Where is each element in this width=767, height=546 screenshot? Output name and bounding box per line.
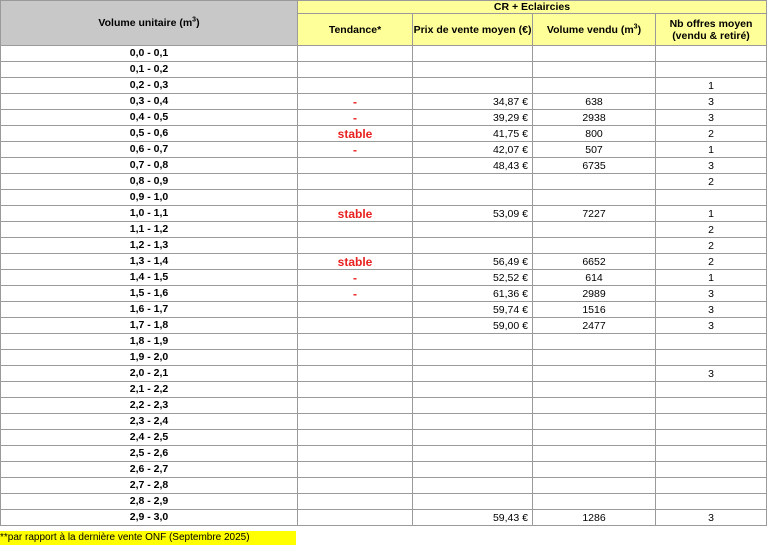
offers-cell (656, 398, 767, 414)
range-cell: 1,3 - 1,4 (1, 254, 298, 270)
offers-cell: 2 (656, 174, 767, 190)
trend-cell: - (298, 110, 413, 126)
trend-cell (298, 382, 413, 398)
table-row (1, 46, 767, 62)
price-cell (413, 222, 533, 238)
offers-cell: 3 (656, 158, 767, 174)
volume-cell (533, 190, 656, 206)
volume-vendu-label: Volume vendu (m (546, 23, 634, 36)
range-cell: 2,7 - 2,8 (1, 478, 298, 494)
volume-cell: 1286 (533, 510, 656, 526)
offers-cell (656, 350, 767, 366)
offers-cell: 3 (656, 110, 767, 126)
offers-cell: 3 (656, 286, 767, 302)
offers-cell: 2 (656, 222, 767, 238)
range-cell: 0,2 - 0,3 (1, 78, 298, 94)
volume-cell (533, 238, 656, 254)
trend-cell (298, 350, 413, 366)
offers-cell: 2 (656, 126, 767, 142)
range-cell: 0,6 - 0,7 (1, 142, 298, 158)
trend-cell (298, 414, 413, 430)
offers-cell: 1 (656, 78, 767, 94)
table-row (1, 302, 767, 318)
offers-cell: 3 (656, 318, 767, 334)
price-cell: 59,74 € (413, 302, 533, 318)
table-row (1, 254, 767, 270)
price-cell (413, 382, 533, 398)
volume-cell: 1516 (533, 302, 656, 318)
trend-cell: stable (298, 254, 413, 270)
volume-cell: 2477 (533, 318, 656, 334)
volume-cell: 800 (533, 126, 656, 142)
prix-header: Prix de vente moyen (€) (413, 14, 533, 46)
table-row (1, 142, 767, 158)
table-row (1, 286, 767, 302)
price-cell (413, 350, 533, 366)
offers-cell (656, 462, 767, 478)
price-cell (413, 478, 533, 494)
range-cell: 2,4 - 2,5 (1, 430, 298, 446)
offers-cell (656, 46, 767, 62)
table-row (1, 62, 767, 78)
trend-cell (298, 446, 413, 462)
trend-cell (298, 334, 413, 350)
trend-cell (298, 462, 413, 478)
range-cell: 0,4 - 0,5 (1, 110, 298, 126)
volume-header (1, 1, 298, 46)
volume-cell (533, 382, 656, 398)
range-cell: 1,7 - 1,8 (1, 318, 298, 334)
volume-cell: 507 (533, 142, 656, 158)
footnote: **par rapport à la dernière vente ONF (Septembre 2025) (0, 531, 296, 545)
offers-cell: 2 (656, 254, 767, 270)
offers-cell: 3 (656, 510, 767, 526)
price-cell (413, 78, 533, 94)
group-header: CR + Eclaircies (298, 1, 767, 14)
volume-cell: 6735 (533, 158, 656, 174)
offers-cell (656, 478, 767, 494)
trend-cell (298, 78, 413, 94)
range-cell: 1,8 - 1,9 (1, 334, 298, 350)
range-cell: 1,2 - 1,3 (1, 238, 298, 254)
trend-cell (298, 510, 413, 526)
trend-cell (298, 478, 413, 494)
offers-cell (656, 414, 767, 430)
range-cell: 2,0 - 2,1 (1, 366, 298, 382)
range-cell: 1,5 - 1,6 (1, 286, 298, 302)
price-cell (413, 414, 533, 430)
table-row (1, 158, 767, 174)
trend-cell (298, 366, 413, 382)
table-row (1, 382, 767, 398)
range-cell: 0,9 - 1,0 (1, 190, 298, 206)
volume-cell (533, 398, 656, 414)
table-row (1, 462, 767, 478)
table-row (1, 206, 767, 222)
table-row (1, 510, 767, 526)
range-cell: 0,3 - 0,4 (1, 94, 298, 110)
volume-cell (533, 174, 656, 190)
table-row (1, 78, 767, 94)
table-row (1, 174, 767, 190)
offers-cell (656, 382, 767, 398)
price-cell: 59,43 € (413, 510, 533, 526)
volume-cell (533, 366, 656, 382)
price-cell (413, 190, 533, 206)
trend-cell (298, 430, 413, 446)
range-cell: 0,5 - 0,6 (1, 126, 298, 142)
range-cell: 1,4 - 1,5 (1, 270, 298, 286)
trend-cell (298, 174, 413, 190)
volume-cell (533, 350, 656, 366)
volume-header-label: Volume unitaire (m (98, 17, 193, 29)
table-row (1, 494, 767, 510)
offers-cell: 1 (656, 142, 767, 158)
table-row (1, 110, 767, 126)
volume-cell: 6652 (533, 254, 656, 270)
range-cell: 0,1 - 0,2 (1, 62, 298, 78)
range-cell: 0,0 - 0,1 (1, 46, 298, 62)
table-body (1, 46, 767, 526)
table-row (1, 94, 767, 110)
volume-header-close: ) (196, 17, 200, 29)
trend-cell: stable (298, 126, 413, 142)
price-cell: 42,07 € (413, 142, 533, 158)
tendance-header: Tendance* (298, 14, 413, 46)
table-row (1, 478, 767, 494)
volume-cell: 638 (533, 94, 656, 110)
table-row (1, 398, 767, 414)
volume-cell (533, 478, 656, 494)
trend-cell (298, 222, 413, 238)
volume-cell: 2989 (533, 286, 656, 302)
volume-cell (533, 430, 656, 446)
range-cell: 2,3 - 2,4 (1, 414, 298, 430)
range-cell: 2,2 - 2,3 (1, 398, 298, 414)
volume-cell: 614 (533, 270, 656, 286)
range-cell: 0,7 - 0,8 (1, 158, 298, 174)
table-row (1, 126, 767, 142)
offers-cell: 1 (656, 206, 767, 222)
trend-cell: stable (298, 206, 413, 222)
offers-cell (656, 430, 767, 446)
offers-cell (656, 494, 767, 510)
range-cell: 2,8 - 2,9 (1, 494, 298, 510)
price-cell (413, 430, 533, 446)
price-cell: 34,87 € (413, 94, 533, 110)
range-cell: 2,1 - 2,2 (1, 382, 298, 398)
range-cell: 1,9 - 2,0 (1, 350, 298, 366)
nb-offres-header: Nb offres moyen (vendu & retiré) (656, 14, 767, 46)
volume-cell (533, 414, 656, 430)
volume-cell: 2938 (533, 110, 656, 126)
table-row (1, 334, 767, 350)
volume-cell (533, 494, 656, 510)
price-cell: 53,09 € (413, 206, 533, 222)
volume-vendu-header (533, 14, 656, 46)
price-cell: 61,36 € (413, 286, 533, 302)
offers-cell (656, 62, 767, 78)
table-row (1, 270, 767, 286)
range-cell: 2,5 - 2,6 (1, 446, 298, 462)
price-cell (413, 398, 533, 414)
price-cell (413, 462, 533, 478)
trend-cell: - (298, 142, 413, 158)
range-cell: 1,1 - 1,2 (1, 222, 298, 238)
price-cell (413, 174, 533, 190)
offers-cell: 3 (656, 366, 767, 382)
price-cell (413, 62, 533, 78)
volume-cell (533, 446, 656, 462)
price-cell (413, 46, 533, 62)
table-row (1, 414, 767, 430)
price-cell: 56,49 € (413, 254, 533, 270)
offers-cell: 1 (656, 270, 767, 286)
range-cell: 2,6 - 2,7 (1, 462, 298, 478)
offers-cell (656, 446, 767, 462)
table-row (1, 350, 767, 366)
trend-cell (298, 62, 413, 78)
range-cell: 1,6 - 1,7 (1, 302, 298, 318)
table-row (1, 366, 767, 382)
trend-cell (298, 398, 413, 414)
price-cell (413, 366, 533, 382)
range-cell: 2,9 - 3,0 (1, 510, 298, 526)
table-row (1, 222, 767, 238)
volume-cell (533, 78, 656, 94)
trend-cell (298, 302, 413, 318)
trend-cell: - (298, 94, 413, 110)
table-row (1, 190, 767, 206)
trend-cell (298, 46, 413, 62)
trend-cell (298, 158, 413, 174)
price-cell: 48,43 € (413, 158, 533, 174)
volume-cell (533, 222, 656, 238)
offers-cell: 3 (656, 302, 767, 318)
trend-cell (298, 190, 413, 206)
offers-cell (656, 334, 767, 350)
volume-cell (533, 334, 656, 350)
price-cell (413, 494, 533, 510)
price-cell (413, 334, 533, 350)
offers-cell (656, 190, 767, 206)
trend-cell (298, 318, 413, 334)
table-row (1, 238, 767, 254)
volume-vendu-close: ) (637, 23, 642, 36)
price-cell: 41,75 € (413, 126, 533, 142)
trend-cell (298, 238, 413, 254)
offers-cell: 2 (656, 238, 767, 254)
price-cell (413, 238, 533, 254)
table-row (1, 318, 767, 334)
table-row (1, 430, 767, 446)
price-cell (413, 446, 533, 462)
price-cell: 52,52 € (413, 270, 533, 286)
price-cell: 39,29 € (413, 110, 533, 126)
volume-cell (533, 62, 656, 78)
offers-cell: 3 (656, 94, 767, 110)
price-cell: 59,00 € (413, 318, 533, 334)
table-row (1, 446, 767, 462)
trend-cell: - (298, 286, 413, 302)
volume-cell (533, 46, 656, 62)
range-cell: 0,8 - 0,9 (1, 174, 298, 190)
volume-cell: 7227 (533, 206, 656, 222)
volume-cell (533, 462, 656, 478)
trend-cell: - (298, 270, 413, 286)
trend-cell (298, 494, 413, 510)
range-cell: 1,0 - 1,1 (1, 206, 298, 222)
volume-header-sup: 3 (192, 16, 197, 24)
volume-vendu-sup: 3 (633, 23, 638, 30)
